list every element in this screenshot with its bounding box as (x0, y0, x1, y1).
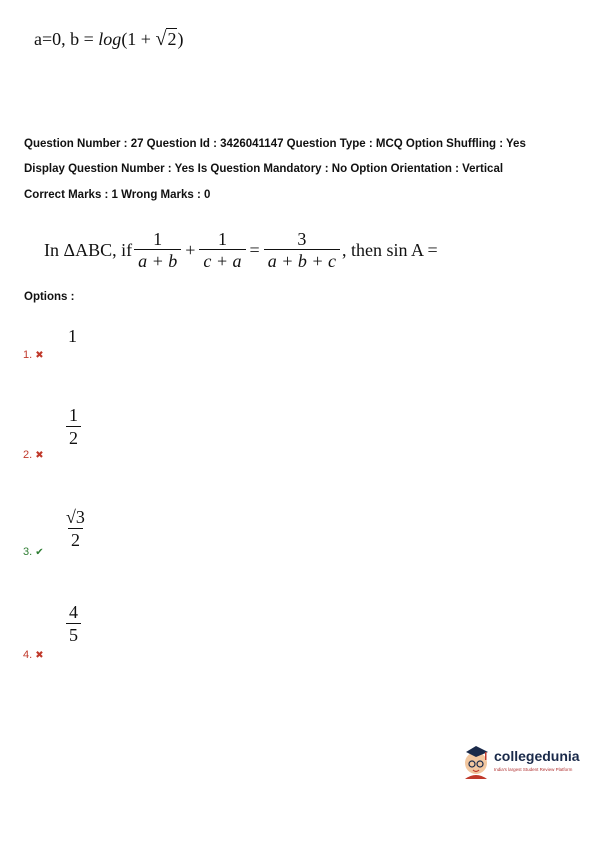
formula-a-part: a=0, (34, 29, 66, 49)
option-2-number: 2. (23, 449, 33, 461)
option-2-denominator: 2 (66, 426, 81, 449)
fraction-1 (134, 229, 181, 272)
fraction-2-numerator: 1 (217, 228, 227, 249)
cross-icon: ✖ (35, 350, 44, 361)
fraction-1-denominator: a + b (134, 249, 181, 272)
cross-icon: ✖ (35, 650, 44, 661)
option-3-denominator: 2 (68, 528, 83, 551)
fraction-3 (264, 229, 340, 272)
cross-icon: ✖ (35, 450, 44, 461)
fraction-2 (199, 229, 245, 272)
fraction-1-numerator: 1 (153, 228, 163, 249)
question-prefix: In ΔABC, if (44, 239, 133, 260)
option-3-number-wrap[interactable] (23, 546, 44, 558)
formula-sqrt: √2 (155, 28, 177, 50)
plus-sign: + (185, 239, 196, 260)
option-1-number-wrap[interactable] (23, 349, 44, 361)
option-3-fraction (63, 506, 88, 551)
option-3-number: 3. (23, 546, 33, 558)
formula-radicand: 2 (167, 29, 177, 49)
formula-log: log (98, 29, 122, 49)
question-text (44, 222, 438, 278)
options-label: Options : (24, 291, 75, 303)
logo-wordmark: collegedunia (494, 748, 580, 764)
option-2-fraction (66, 404, 81, 449)
formula-b-prefix: b = (70, 29, 94, 49)
question-meta-line-1: Question Number : 27 Question Id : 3426041147 Question Type : MCQ Option Shuffling : Yes (24, 138, 526, 150)
option-4-number: 4. (23, 649, 33, 661)
question-suffix: , then sin A = (341, 239, 438, 260)
fraction-3-numerator: 3 (297, 228, 307, 249)
previous-answer-formula (34, 28, 183, 51)
formula-close: ) (177, 29, 184, 49)
fraction-2-denominator: c + a (199, 249, 245, 272)
option-1-number: 1. (23, 349, 33, 361)
collegedunia-logo (463, 743, 583, 783)
question-meta-line-3: Correct Marks : 1 Wrong Marks : 0 (24, 189, 211, 201)
graduate-mascot-icon (463, 743, 491, 779)
option-4-number-wrap[interactable] (23, 649, 44, 661)
logo-tagline: India's largest Student Review Platform (494, 767, 573, 772)
question-meta-line-2: Display Question Number : Yes Is Question Mandatory : No Option Orientation : Vertical (24, 163, 504, 175)
option-4-denominator: 5 (66, 623, 81, 646)
option-3-numerator: √3 (66, 507, 85, 527)
check-icon: ✔ (35, 547, 44, 558)
option-4-fraction (66, 601, 81, 646)
formula-open: (1 + (121, 29, 151, 49)
option-2-numerator: 1 (69, 405, 78, 425)
option-4-numerator: 4 (69, 602, 78, 622)
option-2-number-wrap[interactable] (23, 449, 44, 461)
option-1-value: 1 (68, 326, 77, 346)
equals-sign: = (249, 239, 260, 260)
fraction-3-denominator: a + b + c (264, 249, 340, 272)
